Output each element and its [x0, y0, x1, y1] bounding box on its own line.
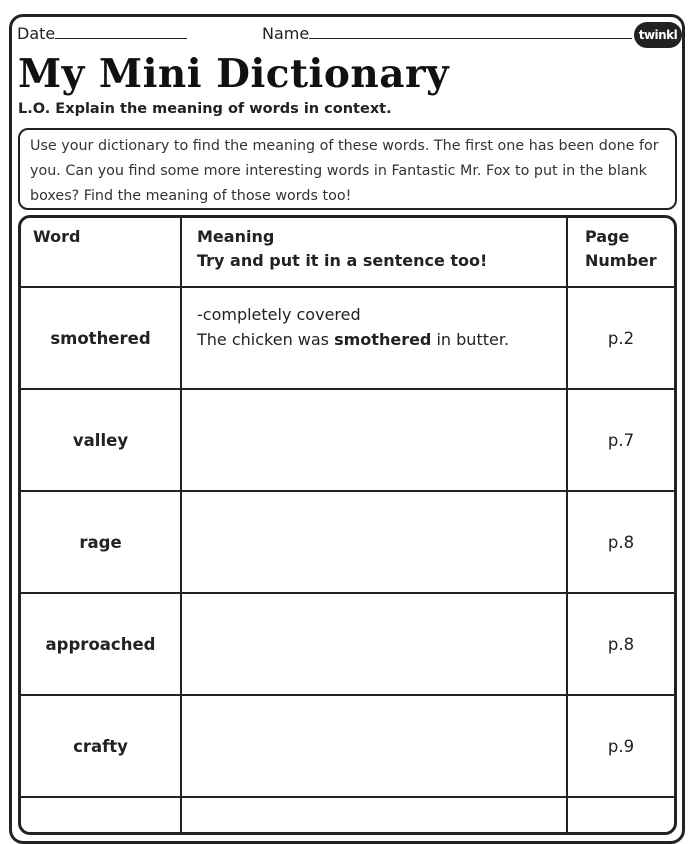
instructions-box: Use your dictionary to find the meaning of these words. The first one has been done for you. Can you find some more interesting words in Fantastic Mr. Fox to put in the blank boxes? Find the meaning of those words too!: [18, 128, 677, 210]
table-row: [21, 797, 674, 835]
header-page-number: Page Number: [567, 218, 674, 287]
date-field[interactable]: [17, 24, 187, 43]
word-cell: approached: [21, 593, 181, 695]
dictionary-table: [18, 215, 677, 835]
definition-text: -completely covered: [197, 305, 361, 324]
meaning-cell[interactable]: [181, 593, 567, 695]
word-cell: crafty: [21, 695, 181, 797]
twinkl-logo: twinkl: [634, 22, 682, 48]
word-cell: valley: [21, 389, 181, 491]
name-label: Name: [262, 24, 310, 43]
word-cell[interactable]: [21, 797, 181, 835]
table-row: [21, 491, 674, 593]
page-cell[interactable]: [567, 797, 674, 835]
page-cell: p.7: [567, 389, 674, 491]
meaning-cell[interactable]: [181, 287, 567, 389]
header-meaning: Meaning Try and put it in a sentence too!: [181, 218, 567, 287]
date-label: Date: [17, 24, 56, 43]
page-cell: p.8: [567, 593, 674, 695]
page-cell: p.9: [567, 695, 674, 797]
learning-objective: L.O. Explain the meaning of words in context.: [18, 101, 392, 117]
meaning-cell[interactable]: [181, 389, 567, 491]
word-cell: smothered: [21, 287, 181, 389]
header-word: Word: [21, 218, 181, 287]
page-cell: p.8: [567, 491, 674, 593]
table-row: [21, 389, 674, 491]
meaning-cell[interactable]: [181, 491, 567, 593]
page-cell: p.2: [567, 287, 674, 389]
name-line: [309, 26, 632, 39]
name-field[interactable]: [262, 24, 632, 43]
date-line: [55, 26, 187, 39]
table-row: [21, 695, 674, 797]
meaning-cell[interactable]: [181, 695, 567, 797]
example-sentence: The chicken was smothered in butter.: [197, 330, 510, 349]
page-title: My Mini Dictionary: [18, 51, 450, 97]
table-row: [21, 593, 674, 695]
table-header-row: [21, 218, 674, 287]
meaning-cell[interactable]: [181, 797, 567, 835]
word-cell: rage: [21, 491, 181, 593]
table-row: [21, 287, 674, 389]
